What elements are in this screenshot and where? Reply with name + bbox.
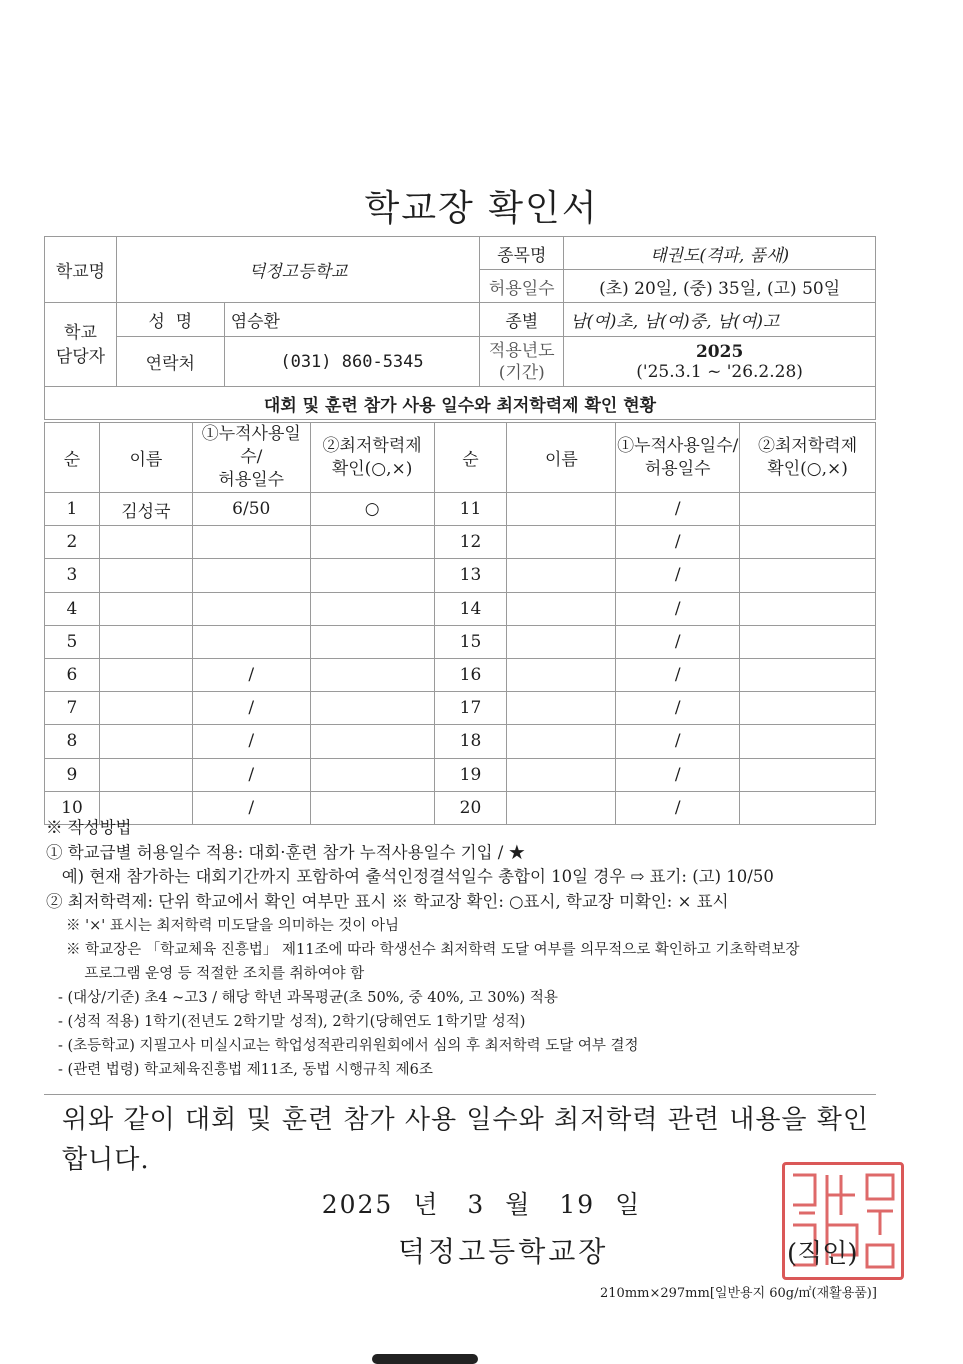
- row-days: [192, 526, 310, 559]
- row-check: ○: [310, 493, 434, 526]
- page-title: 학교장 확인서: [364, 188, 599, 229]
- row-days: /: [616, 559, 740, 592]
- row-no: 15: [434, 625, 507, 658]
- row-days: /: [616, 493, 740, 526]
- contact-label: 연락처: [116, 337, 224, 387]
- date-day-unit: 일: [615, 1190, 642, 1219]
- note-small-line: ※ 학교장은 「학교체육 진흥법」 제11조에 따라 학생선수 최저학력 도달 여부를 의무적으로 확인하고 기초학력보장: [66, 942, 800, 958]
- row-days: /: [192, 692, 310, 725]
- row-days: 6/50: [192, 493, 310, 526]
- row-check: [310, 725, 434, 758]
- row-days: /: [616, 625, 740, 658]
- row-check: [740, 658, 876, 691]
- confirm-text: 위와 같이 대회 및 훈련 참가 사용 일수와 최저학력 관련 내용을 확인합니다.: [62, 1105, 870, 1175]
- row-check: [740, 758, 876, 791]
- row-no: 12: [434, 526, 507, 559]
- table-row: [45, 725, 876, 758]
- row-check: [740, 692, 876, 725]
- row-name: [507, 592, 616, 625]
- row-no: 6: [45, 658, 100, 691]
- name-value: 염승환: [224, 303, 480, 337]
- row-no: 4: [45, 592, 100, 625]
- category-value: 남(여)초, 남(여)중, 남(여)고: [564, 303, 876, 337]
- row-name: 김성국: [99, 493, 192, 526]
- row-days: /: [616, 758, 740, 791]
- allowed-label: 허용일수: [480, 270, 564, 303]
- status-table: [44, 422, 876, 825]
- row-no: 1: [45, 493, 100, 526]
- year-value: 2025: [695, 341, 744, 362]
- row-name: [99, 692, 192, 725]
- row-name: [507, 493, 616, 526]
- row-check: [310, 758, 434, 791]
- table-row: [45, 692, 876, 725]
- header-no-right: 순: [434, 423, 507, 493]
- row-name: [99, 658, 192, 691]
- event-label: 종목명: [480, 237, 564, 270]
- table-row: [45, 758, 876, 791]
- row-name: [507, 725, 616, 758]
- row-check: [310, 625, 434, 658]
- date-day: 19: [559, 1190, 596, 1219]
- row-days: /: [616, 791, 740, 824]
- period-value: ('25.3.1 ~ '26.2.28): [636, 361, 803, 382]
- row-days: [192, 592, 310, 625]
- row-days: /: [192, 758, 310, 791]
- row-name: [99, 758, 192, 791]
- allowed-value: (초) 20일, (중) 35일, (고) 50일: [564, 270, 876, 303]
- row-name: [507, 526, 616, 559]
- row-no: 20: [434, 791, 507, 824]
- note-small-line: - (대상/기준) 초4 ~고3 / 해당 학년 과목평균(초 50%, 중 40%, 고 30%) 적용: [58, 990, 558, 1006]
- category-label: 종별: [480, 303, 564, 337]
- table-row: [45, 559, 876, 592]
- row-days: [192, 625, 310, 658]
- manager-label: 학교 담당자: [45, 303, 117, 387]
- row-check: [740, 526, 876, 559]
- date-year: 2025: [321, 1190, 394, 1219]
- date-year-unit: 년: [413, 1190, 440, 1219]
- row-no: 16: [434, 658, 507, 691]
- row-check: [310, 559, 434, 592]
- row-no: 7: [45, 692, 100, 725]
- school-name: 덕정고등학교: [116, 237, 479, 303]
- header-name-left: 이름: [99, 423, 192, 493]
- paper-spec: 210mm×297mm[일반용지 60g/㎡(재활용품)]: [600, 1286, 877, 1301]
- row-name: [507, 658, 616, 691]
- school-label: 학교명: [45, 237, 117, 303]
- status-title: 대회 및 훈련 참가 사용 일수와 최저학력제 확인 현황: [45, 387, 876, 420]
- row-days: /: [192, 791, 310, 824]
- row-no: 8: [45, 725, 100, 758]
- row-check: [740, 493, 876, 526]
- note-small-line: - (관련 법령) 학교체육진흥법 제11조, 동법 시행규칙 제6조: [58, 1062, 433, 1078]
- row-no: 18: [434, 725, 507, 758]
- row-check: [740, 625, 876, 658]
- info-table: [44, 236, 876, 420]
- row-name: [99, 725, 192, 758]
- row-no: 2: [45, 526, 100, 559]
- row-no: 5: [45, 625, 100, 658]
- year-cell: [564, 337, 876, 387]
- divider: [44, 1094, 876, 1095]
- seal-label: (직인): [787, 1239, 858, 1269]
- row-check: [310, 592, 434, 625]
- row-no: 11: [434, 493, 507, 526]
- row-check: [740, 725, 876, 758]
- row-name: [99, 559, 192, 592]
- row-no: 9: [45, 758, 100, 791]
- note-heading: ※ 작성방법: [46, 818, 132, 837]
- header-days-left: ①누적사용일수/ 허용일수: [192, 423, 310, 493]
- table-row: [45, 658, 876, 691]
- row-name: [507, 758, 616, 791]
- row-days: [192, 559, 310, 592]
- note-small-line: ※ '×' 표시는 최저학력 미도달을 의미하는 것이 아님: [66, 918, 400, 934]
- event-value: 태권도(격파, 품새): [564, 237, 876, 270]
- row-days: /: [192, 725, 310, 758]
- notes-section: [46, 816, 886, 1082]
- date-month: 3: [467, 1190, 486, 1219]
- year-label: 적용년도 (기간): [480, 337, 564, 387]
- row-check: [310, 692, 434, 725]
- row-no: 3: [45, 559, 100, 592]
- row-days: /: [192, 658, 310, 691]
- header-no-left: 순: [45, 423, 100, 493]
- table-row: [45, 625, 876, 658]
- note-small-line: - (성적 적용) 1학기(전년도 2학기말 성적), 2학기(당해연도 1학기말 성적): [58, 1014, 526, 1030]
- home-indicator: [372, 1354, 478, 1364]
- row-name: [99, 592, 192, 625]
- row-check: [310, 658, 434, 691]
- row-name: [99, 526, 192, 559]
- row-no: 17: [434, 692, 507, 725]
- row-days: /: [616, 692, 740, 725]
- table-row: [45, 493, 876, 526]
- header-days-right: ①누적사용일수/ 허용일수: [616, 423, 740, 493]
- note-small-line: 프로그램 운영 등 적절한 조치를 취하여야 함: [66, 966, 365, 982]
- header-check-left: ②최저학력제 확인(○,×): [310, 423, 434, 493]
- contact-value: (031) 860-5345: [224, 337, 480, 387]
- row-days: /: [616, 526, 740, 559]
- row-no: 19: [434, 758, 507, 791]
- signer-name: 덕정고등학교장: [398, 1235, 609, 1268]
- table-row: [45, 592, 876, 625]
- header-name-right: 이름: [507, 423, 616, 493]
- note-line: ① 학교급별 허용일수 적용: 대회·훈련 참가 누적사용일수 기입 / ★: [46, 842, 526, 862]
- table-row: [45, 526, 876, 559]
- row-days: /: [616, 592, 740, 625]
- date-month-unit: 월: [505, 1190, 532, 1219]
- row-name: [507, 559, 616, 592]
- row-check: [740, 559, 876, 592]
- row-check: [740, 592, 876, 625]
- row-name: [507, 625, 616, 658]
- row-no: 13: [434, 559, 507, 592]
- note-line: 예) 현재 참가하는 대회기간까지 포함하여 출석인정결석일수 총합이 10일 경우 ⇨ 표기: (고) 10/50: [46, 867, 774, 886]
- name-label: 성 명: [116, 303, 224, 337]
- row-name: [507, 692, 616, 725]
- row-name: [99, 625, 192, 658]
- row-no: 10: [45, 791, 100, 824]
- header-check-right: ②최저학력제 확인(○,×): [740, 423, 876, 493]
- note-line: ② 최저학력제: 단위 학교에서 확인 여부만 표시 ※ 학교장 확인: ○표시, 학교장 미확인: × 표시: [46, 891, 729, 911]
- note-small-line: - (초등학교) 지필고사 미실시교는 학업성적관리위원회에서 심의 후 최저학력 도달 여부 결정: [58, 1038, 639, 1054]
- row-days: /: [616, 725, 740, 758]
- row-no: 14: [434, 592, 507, 625]
- row-check: [310, 526, 434, 559]
- row-days: /: [616, 658, 740, 691]
